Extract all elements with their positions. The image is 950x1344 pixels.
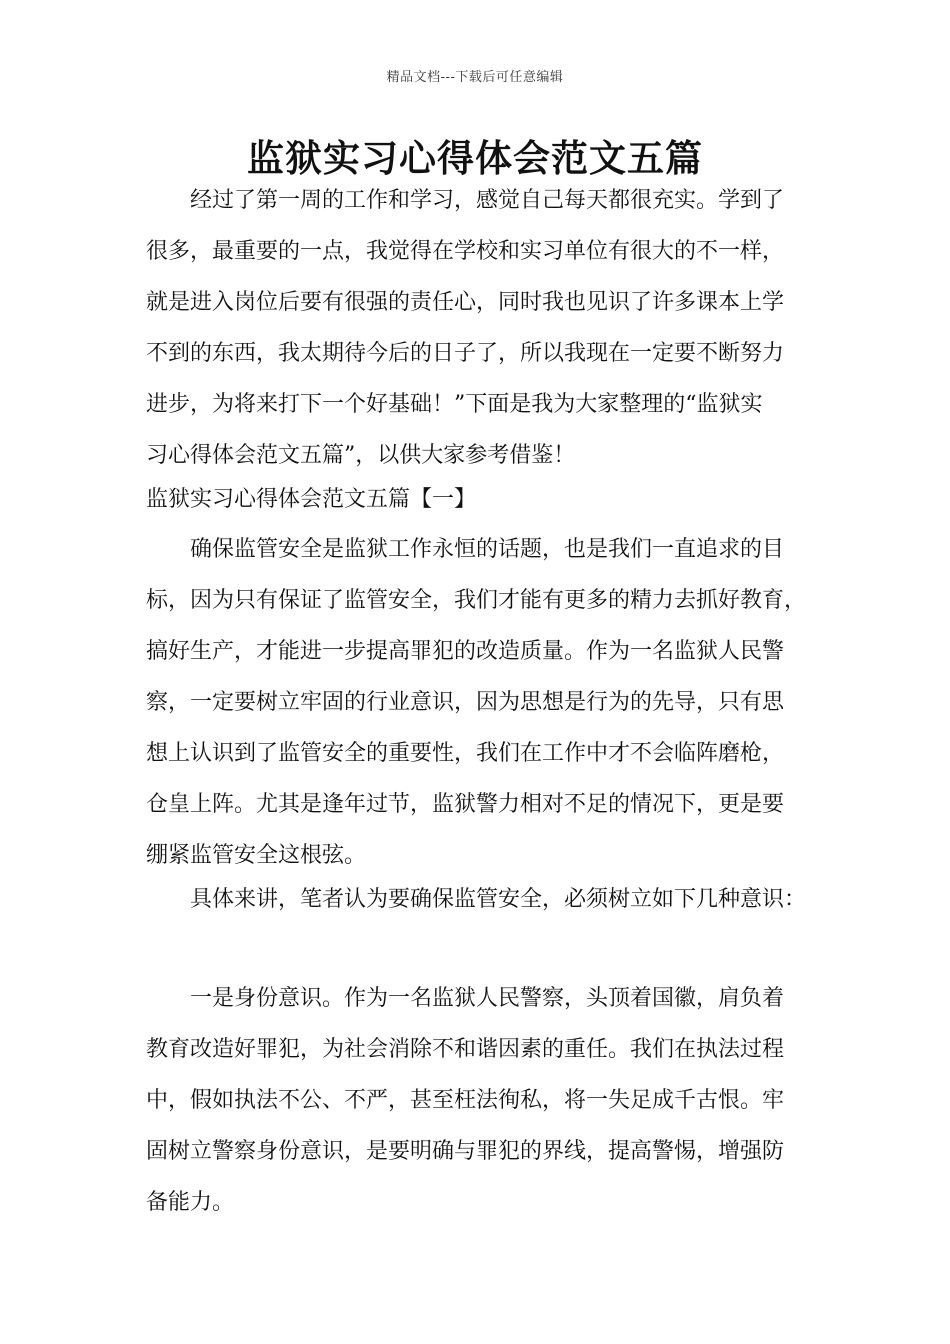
text-line: 一是身份意识。作为一名监狱人民警察，头顶着国徽，肩负着 [190, 986, 785, 1011]
text-line: 搞好生产，才能进一步提高罪犯的改造质量。作为一名监狱人民警 [146, 639, 785, 664]
text-line: 不到的东西，我太期待今后的日子了，所以我现在一定要不断努力 [146, 341, 785, 366]
text-line: 进步，为将来打下一个好基础！”下面是我为大家整理的“监狱实 [146, 392, 763, 417]
text-line: 想上认识到了监管安全的重要性，我们在工作中才不会临阵磨枪， [146, 741, 785, 766]
text-line: 确保监管安全是监狱工作永恒的话题，也是我们一直追求的目 [190, 537, 785, 562]
text-line: 教育改造好罪犯，为社会消除不和谐因素的重任。我们在执法过程 [146, 1037, 785, 1062]
intro-paragraph [146, 175, 826, 481]
page-header-note: 精品文档---下载后可任意编辑 [386, 70, 564, 85]
text-line: 中，假如执法不公、不严，甚至枉法徇私，将一失足成千古恨。牢 [146, 1088, 785, 1113]
text-line: 经过了第一周的工作和学习，感觉自己每天都很充实。学到了 [190, 188, 785, 213]
text-line: 备能力。 [146, 1190, 235, 1215]
document-title: 监狱实习心得体会范文五篇 [247, 136, 703, 180]
body-paragraph-1 [146, 524, 826, 881]
text-line: 具体来讲，笔者认为要确保监管安全，必须树立如下几种意识： [190, 887, 807, 912]
text-line: 固树立警察身份意识，是要明确与罪犯的界线，提高警惕，增强防 [146, 1139, 785, 1164]
text-line: 习心得体会范文五篇”，以供大家参考借鉴！ [146, 443, 576, 468]
text-line: 很多，最重要的一点，我觉得在学校和实习单位有很大的不一样， [146, 239, 785, 264]
text-line: 标，因为只有保证了监管安全，我们才能有更多的精力去抓好教育， [146, 588, 807, 613]
text-line: 仓皇上阵。尤其是逢年过节，监狱警力相对不足的情况下，更是要 [146, 792, 785, 817]
body-paragraph-3 [146, 973, 826, 1228]
text-line: 察，一定要树立牢固的行业意识，因为思想是行为的先导，只有思 [146, 690, 785, 715]
text-line: 就是进入岗位后要有很强的责任心，同时我也见识了许多课本上学 [146, 290, 785, 315]
text-line: 绷紧监管安全这根弦。 [146, 843, 367, 868]
section-heading: 监狱实习心得体会范文五篇【一】 [146, 487, 477, 512]
body-paragraph-2 [146, 874, 826, 925]
